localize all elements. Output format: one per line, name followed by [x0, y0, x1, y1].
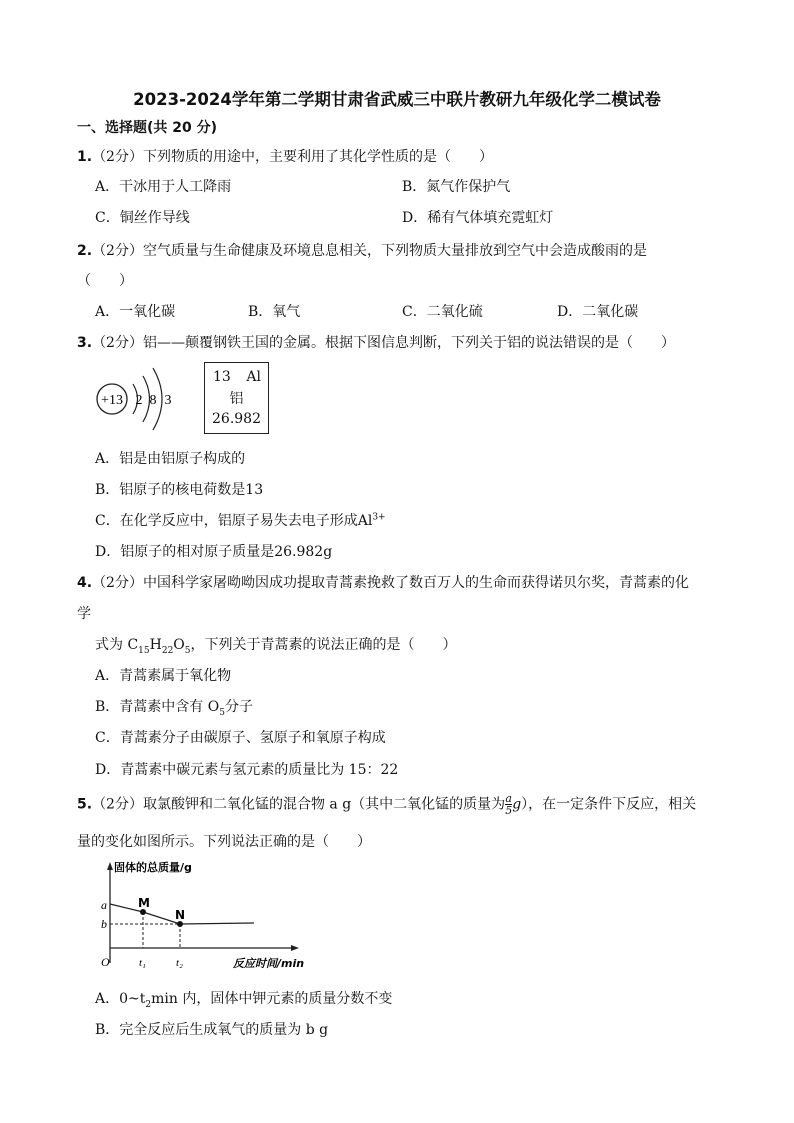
mass-time-chart [98, 860, 343, 975]
option-text: B．青蒿素中含有 O [95, 699, 220, 715]
q4-option-d[interactable]: D．青蒿素中碳元素与氢元素的质量比为 15：22 [95, 762, 399, 778]
atomic-structure-diagram [90, 360, 190, 440]
question-text: ），在一定条件下反应，相关 [521, 796, 697, 813]
question-1-stem [77, 146, 493, 166]
y-axis-arrow [107, 862, 113, 870]
nucleus-charge: +13 [101, 393, 123, 408]
x-tick-t1: t₁ [139, 957, 146, 969]
fraction-denominator: 5 [505, 804, 513, 817]
shell-electrons: 2 [135, 393, 143, 408]
shell-electrons: 3 [164, 393, 172, 408]
option-text: C．在化学反应中，铝原子易失去电子形成Al [95, 513, 373, 529]
formula-element: H [149, 637, 162, 653]
question-4-stem [77, 572, 689, 592]
point-n-label: N [175, 908, 186, 922]
atomic-number: 13 [213, 369, 231, 385]
question-2-stem-cont: （ ） [77, 273, 133, 289]
question-text: （2分）取氯酸钾和二氧化锰的混合物 a g（其中二氧化锰的质量为 [92, 796, 506, 813]
section-heading: 一、选择题(共 20 分) [77, 120, 218, 136]
question-text: （2分）铝——颠覆钢铁王国的金属。根据下图信息判断，下列关于铝的说法错误的是（ ） [92, 335, 675, 351]
question-number: 1. [77, 149, 93, 165]
fraction-unit: g [512, 796, 522, 813]
page-title: 2023-2024学年第二学期甘肃省武威三中联片教研九年级化学二模试卷 [133, 90, 661, 109]
question-number: 3. [77, 335, 93, 351]
formula-subscript: 5 [219, 707, 225, 718]
option-text: 分子 [224, 699, 253, 715]
q5-option-a[interactable] [95, 988, 392, 1010]
y-axis-label: 固体的总质量/g [114, 861, 192, 874]
fraction-numerator: a [505, 792, 512, 805]
shell-electrons: 8 [149, 393, 157, 408]
q3-option-b[interactable]: B．铝原子的核电荷数是13 [95, 482, 264, 498]
q3-option-c[interactable] [95, 510, 386, 530]
q4-option-c[interactable]: C．青蒿素分子由碳原子、氢原子和氧原子构成 [95, 730, 386, 746]
question-text: （2分）中国科学家屠呦呦因成功提取青蒿素挽救了数百万人的生命而获得诺贝尔奖，青蒿素的化 [92, 575, 689, 591]
question-3-stem [77, 332, 675, 352]
element-symbol: Al [246, 369, 261, 385]
formula-suffix: ，下列关于青蒿素的说法正确的是（ ） [190, 637, 457, 653]
option-text: A．0~t [95, 991, 146, 1007]
x-tick-t2: t₂ [176, 957, 183, 969]
q1-option-d[interactable]: D．稀有气体填充霓虹灯 [402, 210, 554, 226]
q2-option-b[interactable]: B．氧气 [248, 304, 301, 320]
periodic-element-card [204, 362, 269, 434]
q1-option-a[interactable]: A．干冰用于人工降雨 [95, 179, 232, 195]
atomic-mass: 26.982 [212, 411, 261, 427]
question-number: 2. [77, 243, 93, 259]
q3-option-d[interactable]: D．铝原子的相对原子质量是26.982g [95, 544, 333, 560]
x-axis-arrow [291, 945, 299, 951]
ion-charge: 3+ [372, 512, 386, 523]
question-2-stem [77, 240, 647, 260]
y-tick-a: a [101, 898, 107, 912]
question-4-formula-line [95, 634, 457, 656]
element-name: 铝 [229, 391, 244, 407]
formula-element: O [173, 637, 185, 653]
question-number: 4. [77, 575, 93, 591]
q2-option-c[interactable]: C．二氧化硫 [402, 304, 483, 320]
formula-subscript: 22 [161, 645, 174, 656]
y-tick-b: b [101, 917, 107, 931]
option-text: min 内，固体中钾元素的质量分数不变 [151, 991, 393, 1007]
question-5-stem [77, 793, 696, 816]
q3-option-a[interactable]: A．铝是由铝原子构成的 [95, 451, 246, 467]
x-axis-label: 反应时间/min [233, 957, 305, 970]
q4-option-b[interactable] [95, 696, 253, 718]
q2-option-a[interactable]: A．一氧化碳 [95, 304, 176, 320]
point-m-label: M [138, 896, 150, 910]
q1-option-c[interactable]: C．铜丝作导线 [95, 210, 190, 226]
question-4-stem-cont: 学 [77, 606, 91, 622]
formula-prefix: 式为 C [95, 637, 139, 653]
q5-option-b[interactable]: B．完全反应后生成氧气的质量为 b g [95, 1022, 329, 1038]
formula-subscript: 5 [184, 645, 191, 656]
q2-option-d[interactable]: D．二氧化碳 [557, 304, 639, 320]
formula-subscript: 15 [138, 645, 150, 656]
question-5-stem-cont: 量的变化如图所示。下列说法正确的是（ ） [77, 834, 371, 850]
question-text: （2分）下列物质的用途中，主要利用了其化学性质的是（ ） [92, 149, 493, 165]
origin-label: O [101, 955, 110, 969]
question-text: （2分）空气质量与生命健康及环境息息相关，下列物质大量排放到空气中会造成酸雨的是 [92, 243, 647, 259]
question-number: 5. [77, 796, 93, 813]
q4-option-a[interactable]: A．青蒿素属于氧化物 [95, 668, 232, 684]
formula-subscript: 2 [145, 999, 152, 1010]
q1-option-b[interactable]: B．氮气作保护气 [402, 179, 511, 195]
